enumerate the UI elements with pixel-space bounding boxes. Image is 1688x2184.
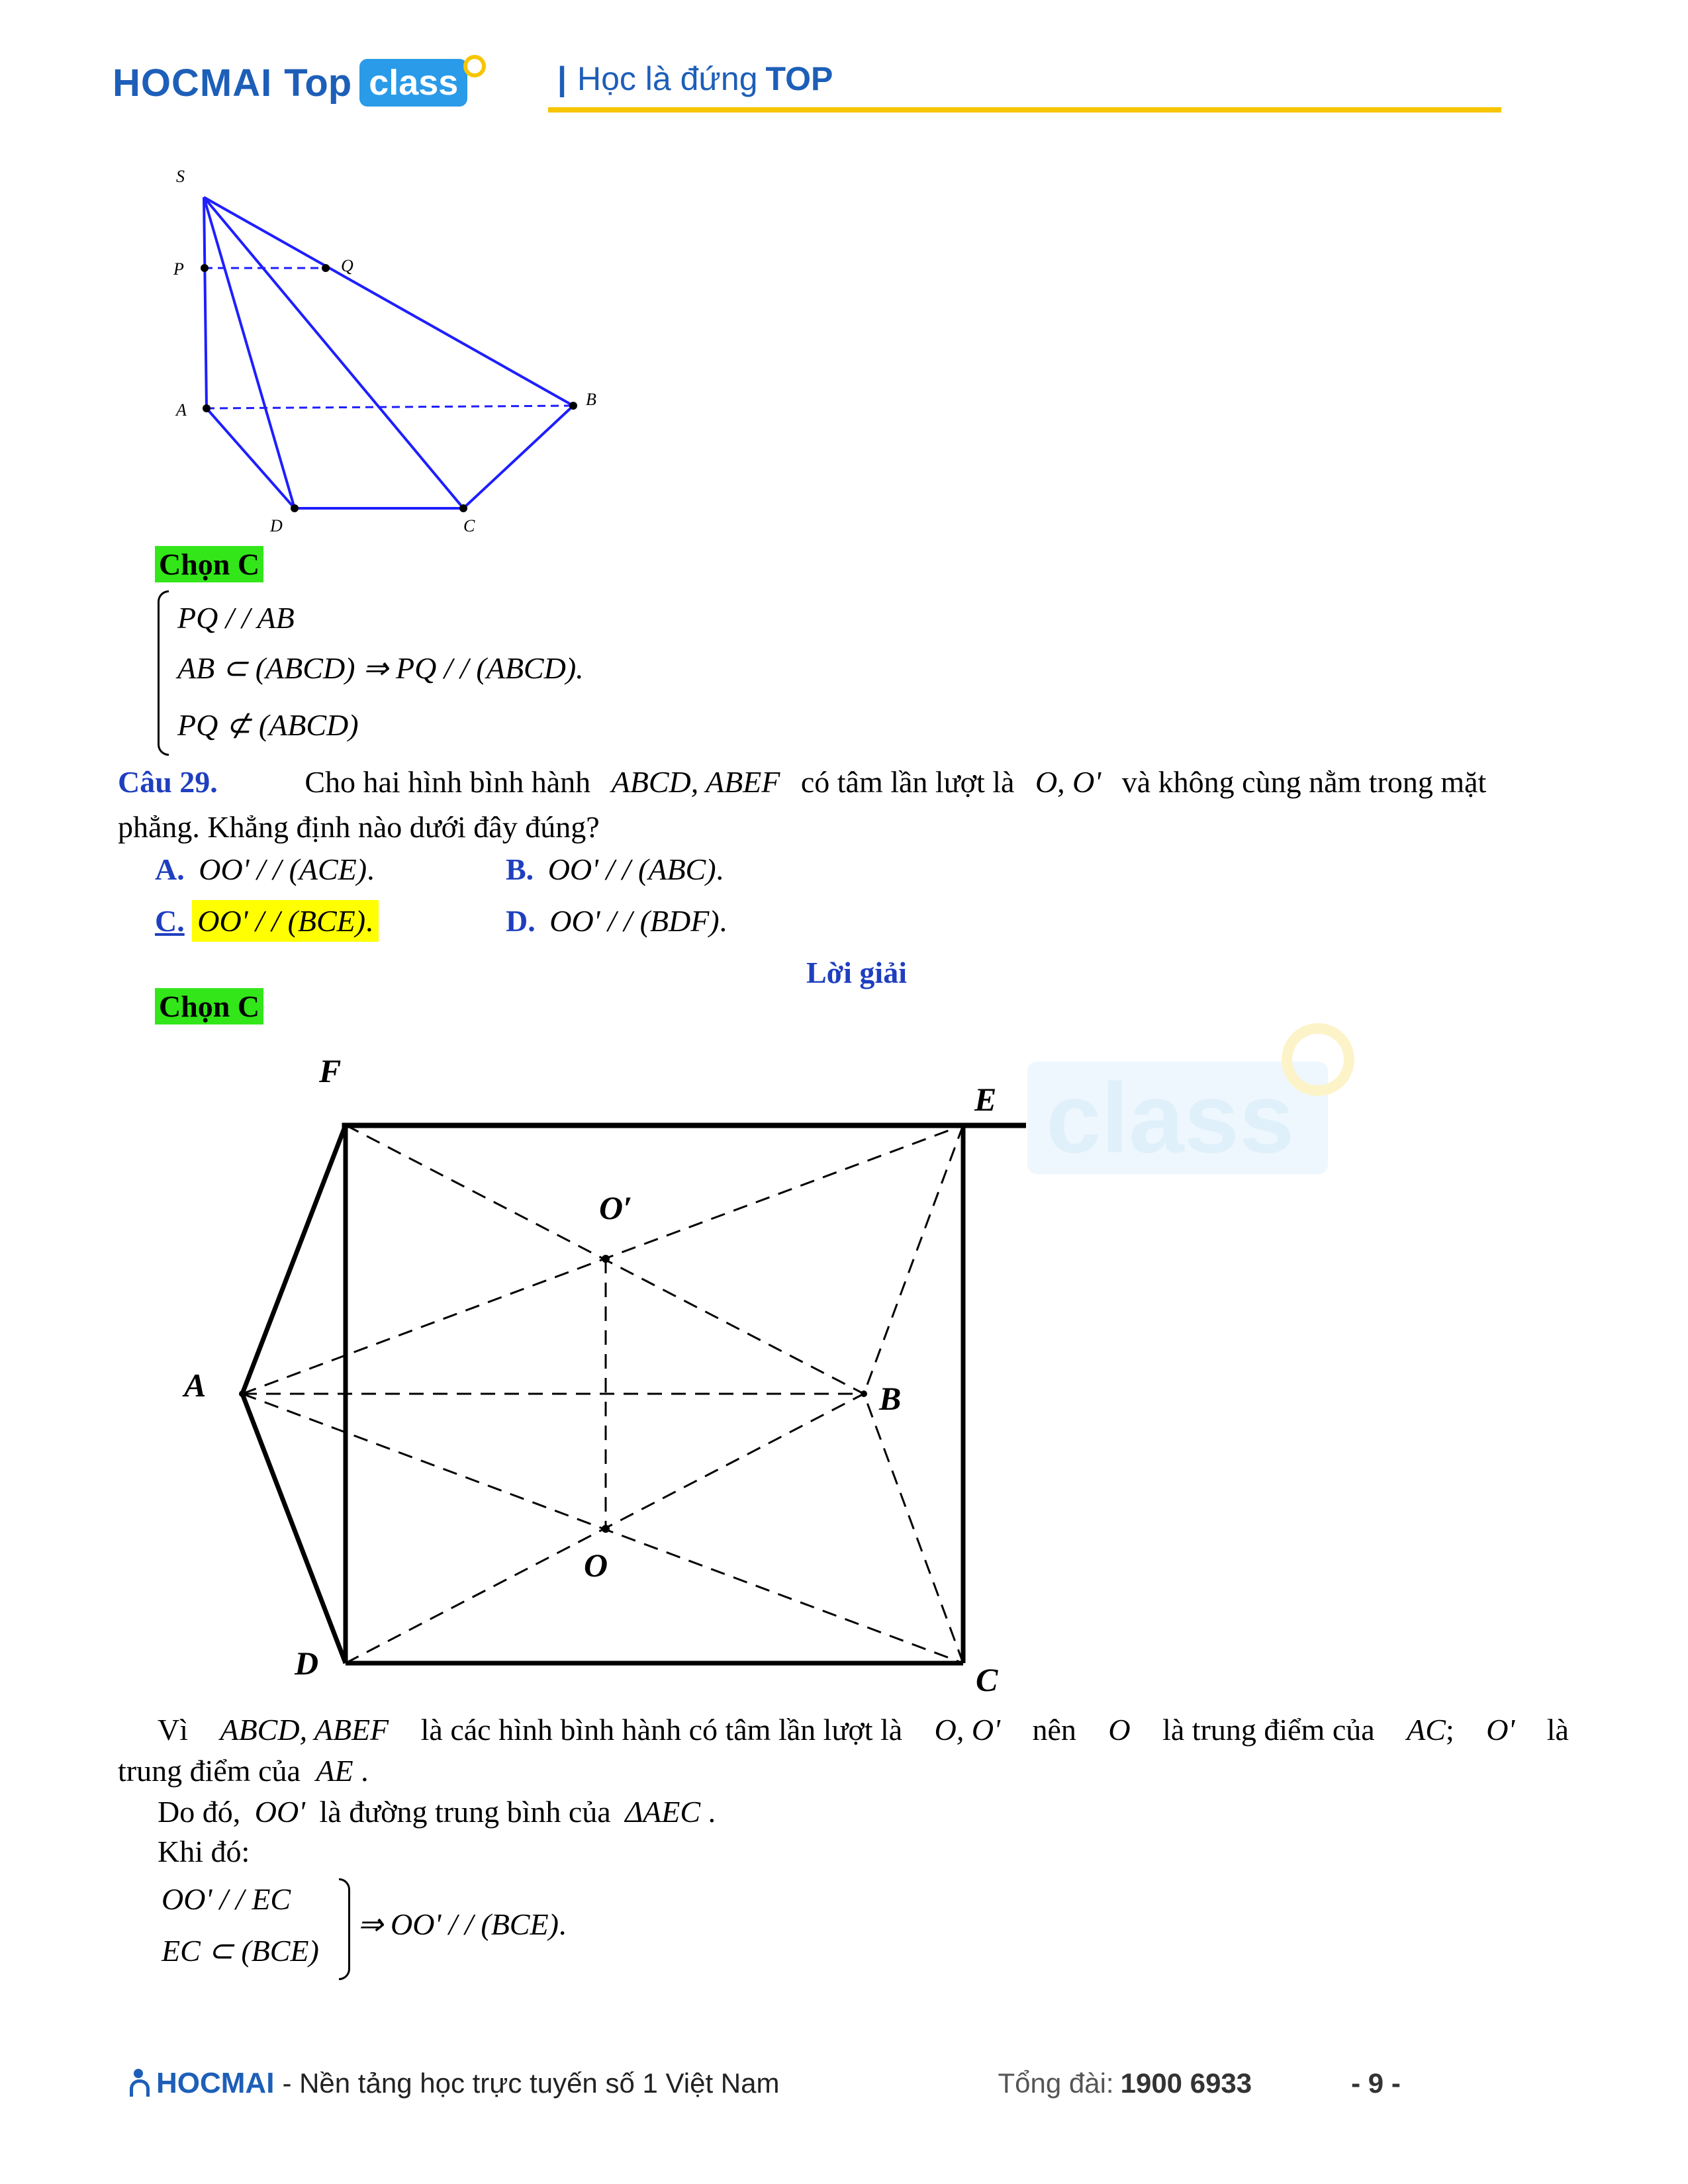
expl-la: là [1546, 1713, 1569, 1747]
option-a-end: . [367, 852, 375, 886]
expl-dot-1: . [361, 1754, 369, 1788]
system-2-result [357, 1906, 566, 1943]
option-b[interactable] [506, 851, 724, 888]
pyramid-figure [152, 165, 629, 549]
option-c[interactable] [155, 903, 379, 940]
system-2-result-formula: ⇒ OO' / / (BCE) [357, 1907, 559, 1941]
system-2-line-2: EC ⊂ (BCE) [162, 1934, 319, 1968]
label-A2: A [184, 1367, 207, 1404]
label-C2: C [976, 1661, 998, 1694]
logo-hocmai-text: HOCMAI [113, 61, 273, 105]
label-O: O [584, 1547, 608, 1584]
chosen-answer-2 [155, 989, 263, 1024]
option-d-end: . [719, 904, 727, 938]
chosen-answer-1 [155, 547, 263, 582]
header-separator: | [557, 60, 567, 97]
option-b-formula: OO' / / (ABC) [547, 852, 716, 886]
expl-vi: Vì [158, 1713, 188, 1747]
option-a-formula: OO' / / (ACE) [199, 852, 367, 886]
question-text-1: Cho hai hình bình hành [305, 765, 591, 799]
class-watermark [1027, 1062, 1328, 1174]
question-text-3: và không cùng nằm trong mặt [1121, 765, 1487, 799]
option-b-end: . [716, 852, 724, 886]
label-P: P [173, 259, 184, 279]
option-b-letter: B. [506, 852, 534, 886]
system-2-line-1: OO' / / EC [162, 1882, 291, 1916]
expl-AC: AC [1407, 1713, 1446, 1747]
logo-class-badge: class [359, 59, 467, 107]
explanation-line-4: Khi đó: [158, 1835, 250, 1868]
option-d-formula: OO' / / (BDF) [549, 904, 720, 938]
question-text-2: có tâm lần lượt là [800, 765, 1015, 799]
system-brace-2 [339, 1878, 350, 1980]
chosen-label: Chọn C [155, 546, 263, 582]
footer-hotline-number: 1900 6933 [1120, 2068, 1252, 2099]
expl-do-do: Do đó, [158, 1795, 241, 1829]
question-names: ABCD, ABEF [611, 765, 780, 799]
logo-star-icon [463, 55, 486, 77]
expl-text-1: là các hình bình hành có tâm lần lượt là [420, 1713, 903, 1747]
explanation-line-2 [118, 1752, 369, 1790]
watermark-text: class [1046, 1062, 1295, 1173]
expl-O-prime: O' [1486, 1713, 1515, 1747]
explanation-line-1 [158, 1711, 1569, 1749]
question-centers: O, O' [1035, 765, 1102, 799]
footer-brand: HOCMAI [156, 2067, 275, 2099]
question-29-line-1 [118, 764, 1574, 801]
label-C: C [463, 516, 475, 535]
header-underline [548, 107, 1501, 113]
option-a[interactable] [155, 851, 375, 888]
expl-text-3: trung điểm của [118, 1754, 301, 1788]
label-A: A [176, 400, 187, 420]
label-B: B [586, 390, 596, 409]
label-O-prime: O′ [599, 1189, 633, 1226]
system-line-2-end: . [576, 651, 584, 685]
logo-top-text: Top [284, 61, 352, 105]
chosen-label-2: Chọn C [155, 988, 263, 1024]
question-number: Câu 29. [118, 765, 218, 799]
expl-text-2: là trung điểm của [1162, 1713, 1375, 1747]
label-B2: B [879, 1380, 902, 1417]
expl-triangle: ΔAEC [625, 1795, 701, 1829]
expl-semicolon: ; [1445, 1713, 1454, 1747]
option-a-letter: A. [155, 852, 185, 886]
expl-AC-group [1407, 1711, 1454, 1749]
label-D: D [270, 516, 283, 535]
footer-logo-icon [130, 2069, 155, 2098]
watermark-star-icon [1282, 1023, 1354, 1096]
slogan-top: TOP [765, 60, 833, 97]
explanation-line-3 [158, 1794, 716, 1831]
label-S: S [176, 167, 185, 186]
expl-OO-prime: OO' [254, 1795, 306, 1829]
label-F: F [319, 1052, 342, 1089]
footer-tagline: - Nền tảng học trực tuyến số 1 Việt Nam [282, 2068, 780, 2099]
option-c-letter: C. [155, 904, 185, 938]
label-Q: Q [341, 256, 353, 275]
footer-page-number: - 9 - [1351, 2068, 1401, 2099]
label-E: E [974, 1081, 997, 1118]
footer-hotline-label: Tổng đài: [998, 2068, 1114, 2099]
expl-O: O [1108, 1713, 1131, 1747]
prism-figure [165, 1046, 1026, 1694]
expl-names: ABCD, ABEF [220, 1713, 389, 1747]
system-line-2-formula: AB ⊂ (ABCD) ⇒ PQ / / (ABCD) [177, 651, 577, 685]
expl-text-4: là đường trung bình của [319, 1795, 611, 1829]
solution-title: Lời giải [806, 956, 907, 989]
option-c-formula: OO' / / (BCE) [197, 904, 366, 938]
system-brace-1 [158, 590, 169, 756]
system-line-1: PQ / / AB [177, 601, 295, 635]
option-d-letter: D. [506, 904, 536, 938]
question-29-line-2: phẳng. Khẳng định nào dưới đây đúng? [118, 810, 600, 844]
option-d[interactable] [506, 903, 727, 940]
label-D2: D [295, 1645, 319, 1682]
expl-dot-2: . [708, 1795, 716, 1829]
option-c-end: . [365, 904, 373, 938]
slogan-text: Học là đứng [577, 60, 758, 97]
footer [130, 2064, 1507, 2103]
system-line-2 [177, 650, 584, 687]
option-c-highlight [192, 900, 378, 942]
header-logo [113, 53, 486, 113]
system-2-result-end: . [558, 1907, 567, 1941]
expl-centers: O, O' [934, 1713, 1000, 1747]
system-line-3: PQ ⊄ (ABCD) [177, 708, 359, 742]
header-slogan [557, 56, 833, 102]
expl-AE: AE [316, 1754, 353, 1788]
expl-nen: nên [1032, 1713, 1076, 1747]
